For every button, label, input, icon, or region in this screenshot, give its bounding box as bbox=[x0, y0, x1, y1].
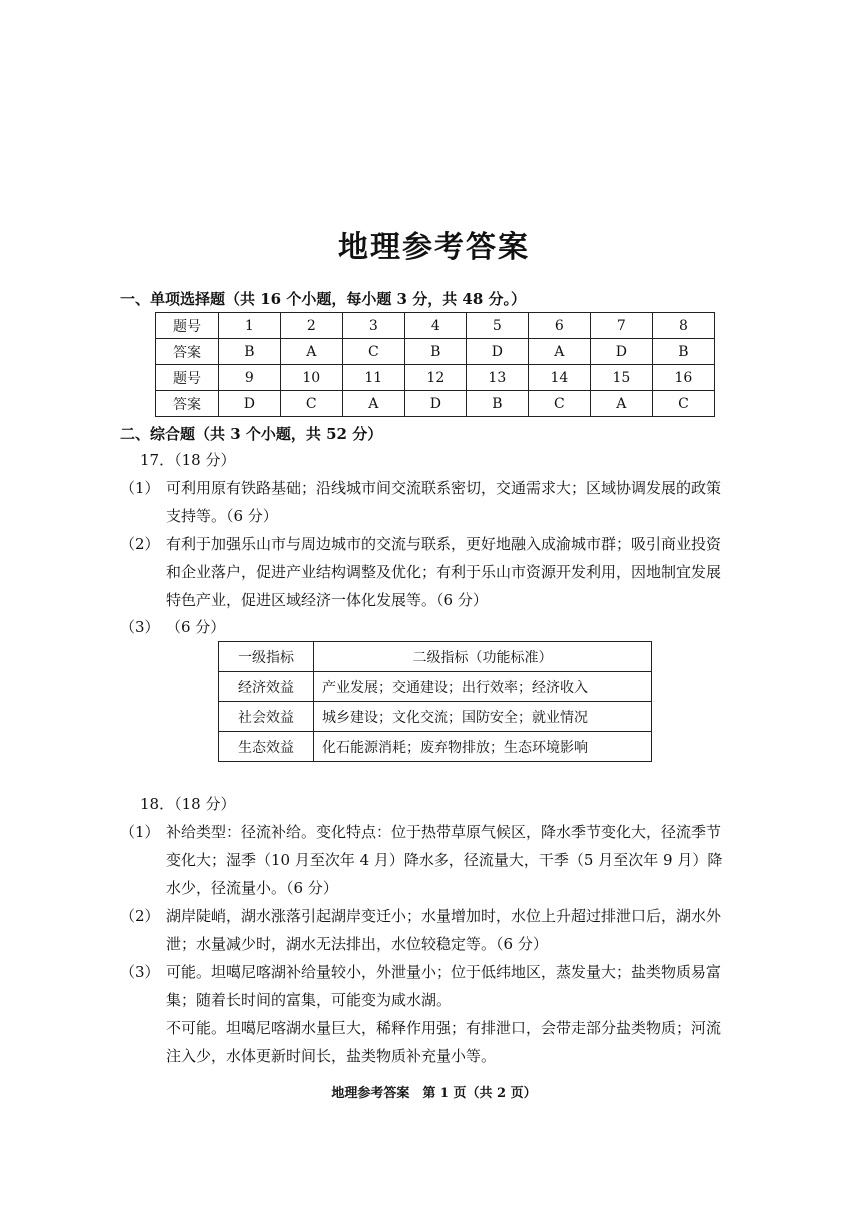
q17-part2-text: 有利于加强乐山市与周边城市的交流与联系，更好地融入成渝城市群；吸引商业投资和企业落户，促进产业结构调整及优化；有利于乐山市资源开发利用，因地制宜发展特色产业，促进区域经济一体化发展等。（6 分） bbox=[166, 535, 722, 609]
q18-part3 bbox=[120, 958, 734, 1070]
table-row bbox=[219, 732, 652, 762]
row-label-cell: 题号 bbox=[156, 313, 219, 339]
answer-cell: 16 bbox=[652, 365, 714, 391]
answer-cell: 7 bbox=[590, 313, 652, 339]
answer-cell: 4 bbox=[404, 313, 466, 339]
section1-heading: 一、单项选择题（共 16 个小题，每小题 3 分，共 48 分。） bbox=[120, 290, 527, 308]
q18-part3-text: 可能。坦噶尼喀湖补给量较小，外泄量小；位于低纬地区，蒸发量大；盐类物质易富集；随着长时间的富集，可能变为咸水湖。 bbox=[166, 963, 722, 1009]
q18-part1-num: （1） bbox=[120, 823, 160, 841]
q18-header: 18．（18 分） bbox=[140, 795, 236, 813]
page-footer: 地理参考答案 第 1 页（共 2 页） bbox=[331, 1086, 537, 1101]
row-label-cell: 答案 bbox=[156, 391, 219, 417]
q17-part1-num: （1） bbox=[120, 479, 160, 497]
answer-cell: A bbox=[590, 391, 652, 417]
answer-cell: D bbox=[466, 339, 528, 365]
answer-cell: 1 bbox=[218, 313, 280, 339]
q17-part2 bbox=[120, 530, 734, 614]
q17-part3 bbox=[120, 613, 734, 641]
row-label-cell: 题号 bbox=[156, 365, 219, 391]
q18-part3-alt-text: 不可能。坦噶尼喀湖水量巨大，稀释作用强；有排泄口，会带走部分盐类物质；河流注入少，水体更新时间长，盐类物质补充量小等。 bbox=[166, 1019, 722, 1065]
answer-cell: 10 bbox=[280, 365, 342, 391]
answer-cell: C bbox=[528, 391, 590, 417]
q18-part2-num: （2） bbox=[120, 907, 160, 925]
indicator-level1-cell: 社会效益 bbox=[219, 702, 314, 732]
indicator-level2-cell: 产业发展；交通建设；出行效率；经济收入 bbox=[314, 672, 652, 702]
answer-cell: C bbox=[280, 391, 342, 417]
indicator-level2-cell: 化石能源消耗；废弃物排放；生态环境影响 bbox=[314, 732, 652, 762]
table-row bbox=[156, 313, 715, 339]
table-row bbox=[219, 702, 652, 732]
answer-cell: 11 bbox=[342, 365, 404, 391]
answer-cell: 3 bbox=[342, 313, 404, 339]
table-row bbox=[219, 672, 652, 702]
answer-cell: A bbox=[528, 339, 590, 365]
answer-cell: C bbox=[652, 391, 714, 417]
indicator-level2-cell: 城乡建设；文化交流；国防安全；就业情况 bbox=[314, 702, 652, 732]
answer-cell: D bbox=[404, 391, 466, 417]
answer-cell: 15 bbox=[590, 365, 652, 391]
q17-part2-num: （2） bbox=[120, 535, 160, 553]
q17-part3-text: （6 分） bbox=[166, 618, 226, 636]
answer-cell: B bbox=[466, 391, 528, 417]
table-row bbox=[156, 391, 715, 417]
answer-cell: 14 bbox=[528, 365, 590, 391]
indicator-header-cell: 二级指标（功能标准） bbox=[314, 642, 652, 672]
answer-cell: C bbox=[342, 339, 404, 365]
q17-header: 17．（18 分） bbox=[140, 451, 236, 469]
answer-cell: 2 bbox=[280, 313, 342, 339]
answer-cell: 8 bbox=[652, 313, 714, 339]
q18-part1-text: 补给类型：径流补给。变化特点：位于热带草原气候区，降水季节变化大，径流季节变化大；湿季（10 月至次年 4 月）降水多，径流量大，干季（5 月至次年 9 月）降水少，径流量小。（6 分） bbox=[166, 823, 723, 897]
indicator-table bbox=[218, 641, 652, 762]
indicator-level1-cell: 经济效益 bbox=[219, 672, 314, 702]
q17-part1-text: 可利用原有铁路基础；沿线城市间交流联系密切，交通需求大；区域协调发展的政策支持等。（6 分） bbox=[166, 479, 722, 525]
row-label-cell: 答案 bbox=[156, 339, 219, 365]
indicator-table-header bbox=[219, 642, 652, 672]
answer-cell: 13 bbox=[466, 365, 528, 391]
answer-cell: D bbox=[590, 339, 652, 365]
answer-cell: 12 bbox=[404, 365, 466, 391]
table-row bbox=[156, 339, 715, 365]
answer-cell: 6 bbox=[528, 313, 590, 339]
answer-cell: B bbox=[652, 339, 714, 365]
q18-part3-num: （3） bbox=[120, 963, 160, 981]
section2-heading: 二、综合题（共 3 个小题，共 52 分） bbox=[120, 425, 383, 443]
answer-cell: A bbox=[342, 391, 404, 417]
q17-part1 bbox=[120, 474, 734, 530]
indicator-header-cell: 一级指标 bbox=[219, 642, 314, 672]
table-row bbox=[156, 365, 715, 391]
indicator-level1-cell: 生态效益 bbox=[219, 732, 314, 762]
q17-part3-num: （3） bbox=[120, 618, 160, 636]
answer-cell: 5 bbox=[466, 313, 528, 339]
answer-cell: B bbox=[404, 339, 466, 365]
q18-part1 bbox=[120, 818, 734, 902]
answer-cell: 9 bbox=[218, 365, 280, 391]
answer-cell: D bbox=[218, 391, 280, 417]
answer-table bbox=[155, 312, 715, 417]
page-title: 地理参考答案 bbox=[338, 230, 530, 265]
q18-part2 bbox=[120, 902, 734, 958]
answer-cell: B bbox=[218, 339, 280, 365]
answer-cell: A bbox=[280, 339, 342, 365]
q18-part2-text: 湖岸陡峭，湖水涨落引起湖岸变迁小；水量增加时，水位上升超过排泄口后，湖水外泄；水量减少时，湖水无法排出，水位较稳定等。（6 分） bbox=[166, 907, 722, 953]
